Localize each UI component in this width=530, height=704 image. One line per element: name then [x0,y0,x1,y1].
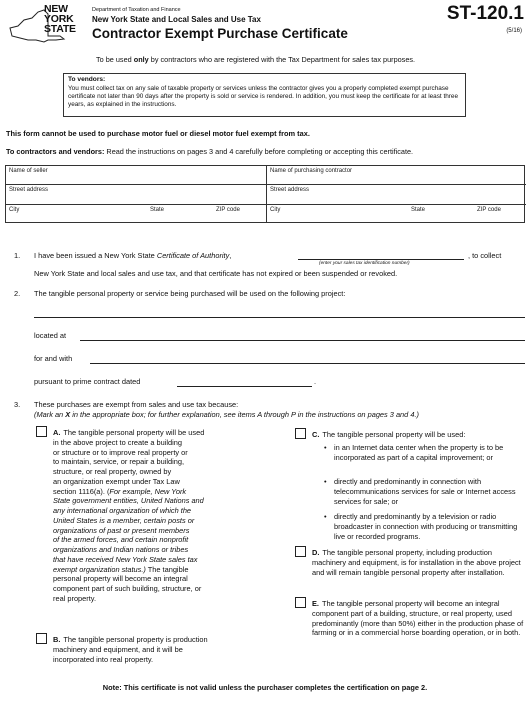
logo-wordmark: NEW YORK STATE [44,3,76,35]
seller-name-field[interactable] [6,166,266,185]
contractor-city-label: City [270,206,281,213]
option-e-checkbox[interactable] [295,597,306,608]
contractor-street-label: Street address [270,187,310,194]
usage-note: To be used only by contractors who are registered with the Tax Department for sales tax purposes. [96,55,416,64]
option-e-text: E. The tangible personal property will become an integral component part of a building, structure, or real property, used predominantly (more than 50%) either in the production phase of farming or in a commercial horse boarding operation, or in both. [312,599,524,638]
contractor-name-field[interactable] [267,166,526,185]
item-3-number: 3. [14,400,21,409]
item-1-number: 1. [14,251,21,260]
item-3-hint: (Mark an X in the appropriate box; for further explanation, see items A through P in the instructions on pages 3 and 4.) [34,410,419,419]
item-1-text-line2: New York State and local sales and use tax, and that certificate has not expired or been suspended or revoked. [34,269,398,278]
option-c-bullet-2: • directly and predominantly in connection with telecommunications services for sale or Internet access services for sale; or [324,477,516,506]
contractor-street-field[interactable] [267,185,526,204]
seller-zip-label: ZIP code [216,206,240,213]
vendors-notice-body: You must collect tax on any sale of taxable property or services unless the contractor gives you a properly completed exempt purchase certificate not later than 90 days after the property is sold or service is rendered. In addition, you must keep the certificate for at least three years, as explained in the instructions. [68,84,459,109]
form-revision: (5/16) [506,28,522,34]
sales-tax-id-input[interactable] [298,259,464,260]
seller-street-label: Street address [9,187,49,194]
form-subtitle: New York State and Local Sales and Use Tax [92,15,261,24]
seller-contractor-grid [5,165,525,223]
option-c-text: C. The tangible personal property will be used: [312,430,466,439]
located-at-label: located at [34,331,67,340]
option-c-checkbox[interactable] [295,428,306,439]
vendors-notice-heading: To vendors: [68,76,106,83]
item-3-text: These purchases are exempt from sales and use tax because: [34,400,239,409]
item-1-text-end: , to collect [468,251,502,260]
option-b-text: B. The tangible personal property is production machinery and equipment, and it will be incorporated into real property. [53,635,208,664]
contractor-state-label: State [411,206,426,213]
option-a-text: A. The tangible personal property will be used in the above project to create a building or structure or to improve real property or to maintain, service, or repair a building, structure, or real property, owned by an organization exempt under Tax Law section 1116(a). (For example, New York State government entities, United Nations and any international organization of which the United States is a member, certain posts or organizations of past or present members of the armed forces, and certain nonprofit organizations and Indian nations or tribes that have received New York State sales tax exempt organization status.) The tangible personal property will become an integral component part of such building, structure, or real property. [53,428,205,604]
option-c-bullet-1: • in an Internet data center when the property is to be incorporated as part of a capital improvement; or [324,443,504,462]
seller-street-field[interactable] [6,185,266,204]
item-1-text: I have been issued a New York State Certificate of Authority, [34,251,232,260]
item-2-text: The tangible personal property or service being purchased will be used on the following project: [34,289,346,298]
for-and-with-label: for and with [34,354,73,363]
prime-contract-label: pursuant to prime contract dated [34,377,141,386]
contractor-zip-label: ZIP code [477,206,501,213]
option-a-checkbox[interactable] [36,426,47,437]
prime-contract-period: . [314,377,317,386]
department-name: Department of Taxation and Finance [92,7,181,13]
option-d-text: D. The tangible personal property, including production machinery and equipment, is for installation in the above project and will remain tangible personal property after installation. [312,548,521,577]
instructions-note: To contractors and vendors: Read the instructions on pages 3 and 4 carefully before completing or accepting this certificate. [6,147,414,156]
seller-name-label: Name of seller [9,168,48,174]
motor-fuel-warning: This form cannot be used to purchase motor fuel or diesel motor fuel exempt from tax. [6,129,310,138]
sales-tax-id-caption: (enter your sales tax identification number) [319,261,410,266]
contractor-name-label: Name of purchasing contractor [270,168,353,174]
option-d-checkbox[interactable] [295,546,306,557]
seller-city-label: City [9,206,20,213]
form-number: ST-120.1 [446,3,524,24]
seller-column [6,166,266,222]
vendors-notice-box [63,73,466,117]
form-title: Contractor Exempt Purchase Certificate [92,26,348,41]
option-c-bullet-3: • directly and predominantly by a television or radio broadcaster in connection with producing or transmitting live or recorded programs. [324,512,518,541]
located-at-input[interactable] [80,340,525,341]
contractor-city-field[interactable] [267,205,526,224]
for-and-with-input[interactable] [90,363,525,364]
option-b-checkbox[interactable] [36,633,47,644]
item-2-number: 2. [14,289,21,298]
prime-contract-date-input[interactable] [177,386,312,387]
contractor-column [266,166,526,222]
seller-state-label: State [150,206,165,213]
seller-city-field[interactable] [6,205,266,224]
certification-note: Note: This certificate is not valid unless the purchaser completes the certification on page 2. [102,683,428,692]
project-input[interactable] [34,317,525,318]
